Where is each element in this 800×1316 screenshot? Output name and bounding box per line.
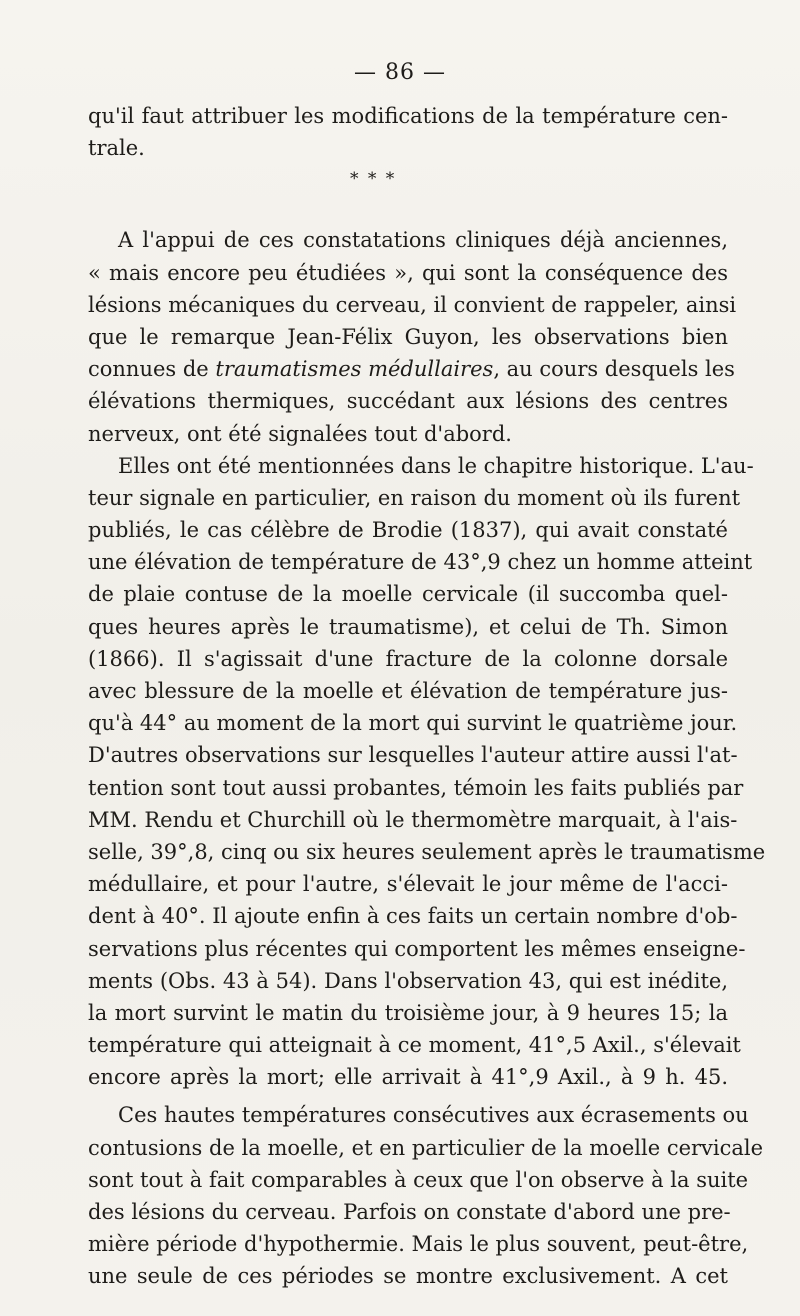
text-line: des lésions du cerveau. Parfois on constate d'abord une pre- [88, 1200, 731, 1224]
text-line: servations plus récentes qui comportent les mêmes enseigne- [88, 936, 746, 961]
body-text [88, 100, 766, 1293]
text-line: trale. [88, 136, 145, 161]
text-line: médullaire, et pour l'autre, s'élevait le jour même de l'acci- [88, 872, 728, 897]
text-line: « mais encore peu étudiées », qui sont la conséquence des [88, 260, 728, 285]
text-line: une élévation de température de 43°,9 chez un homme atteint [88, 550, 753, 575]
text-line: qu'à 44° au moment de la mort qui survint le quatrième jour. [88, 711, 738, 736]
text-line: contusions de la moelle, et en particulier de la moelle cervicale [88, 1135, 764, 1160]
text-fragment: connues de [88, 357, 216, 382]
text-line: la mort survint le matin du troisième jour, à 9 heures 15; la [88, 1000, 728, 1025]
paragraph-2 [88, 224, 737, 449]
text-line: dent à 40°. Il ajoute enfin à ces faits un certain nombre d'ob- [88, 904, 738, 929]
text-line: que le remarque Jean-Félix Guyon, les observations bien [88, 324, 728, 349]
text-line: Elles ont été mentionnées dans le chapitre historique. L'au- [118, 453, 754, 478]
text-line: qu'il faut attribuer les modifications de la température cen- [88, 104, 728, 128]
text-line: D'autres observations sur lesquelles l'auteur attire aussi l'at- [88, 743, 738, 768]
section-break-stars: * * * [350, 169, 397, 190]
text-line: lésions mécaniques du cerveau, il convient de rappeler, ainsi [88, 292, 737, 317]
text-line: selle, 39°,8, cinq ou six heures seulement après le traumatisme [88, 839, 766, 864]
text-line: ques heures après le traumatisme), et celui de Th. Simon [88, 614, 728, 639]
text-line: mière période d'hypothermie. Mais le plus souvent, peut-être, [88, 1232, 749, 1257]
text-line: A l'appui de ces constatations cliniques déjà anciennes, [118, 228, 728, 253]
text-line: sont tout à fait comparables à ceux que l'on observe à la suite [88, 1167, 749, 1192]
page-number: — 86 — [354, 60, 446, 85]
section-break [88, 164, 728, 224]
text-line: MM. Rendu et Churchill où le thermomètre marquait, à l'ais- [88, 807, 738, 832]
paragraph-4 [88, 1099, 764, 1292]
text-line: Ces hautes températures consécutives aux écrasements ou [118, 1103, 749, 1128]
text-line: encore après la mort; elle arrivait à 41°,9 Axil., à 9 h. 45. [88, 1065, 728, 1090]
paragraph-1 [88, 100, 728, 164]
text-line: (1866). Il s'agissait d'une fracture de la colonne dorsale [88, 646, 728, 671]
text-line: ments (Obs. 43 à 54). Dans l'observation 43, qui est inédite, [88, 968, 728, 993]
text-line: teur signale en particulier, en raison du moment où ils furent [88, 485, 741, 510]
text-line: de plaie contuse de la moelle cervicale (il succomba quel- [88, 582, 728, 607]
text-line: une seule de ces périodes se montre exclusivement. A cet [88, 1264, 728, 1289]
text-line-with-italic [88, 353, 735, 385]
text-line: température qui atteignait à ce moment, 41°,5 Axil., s'élevait [88, 1033, 741, 1058]
italic-phrase: traumatismes médullaires [215, 357, 494, 382]
text-line: tention sont tout aussi probantes, témoin les faits publiés par [88, 775, 744, 800]
text-line: nerveux, ont été signalées tout d'abord. [88, 421, 512, 446]
text-fragment: , au cours desquels les [493, 357, 735, 382]
text-line: élévations thermiques, succédant aux lésions des centres [88, 389, 728, 414]
text-line: avec blessure de la moelle et élévation de température jus- [88, 679, 728, 703]
paragraph-3 [88, 450, 766, 1094]
text-line: publiés, le cas célèbre de Brodie (1837), qui avait constaté [88, 518, 728, 543]
